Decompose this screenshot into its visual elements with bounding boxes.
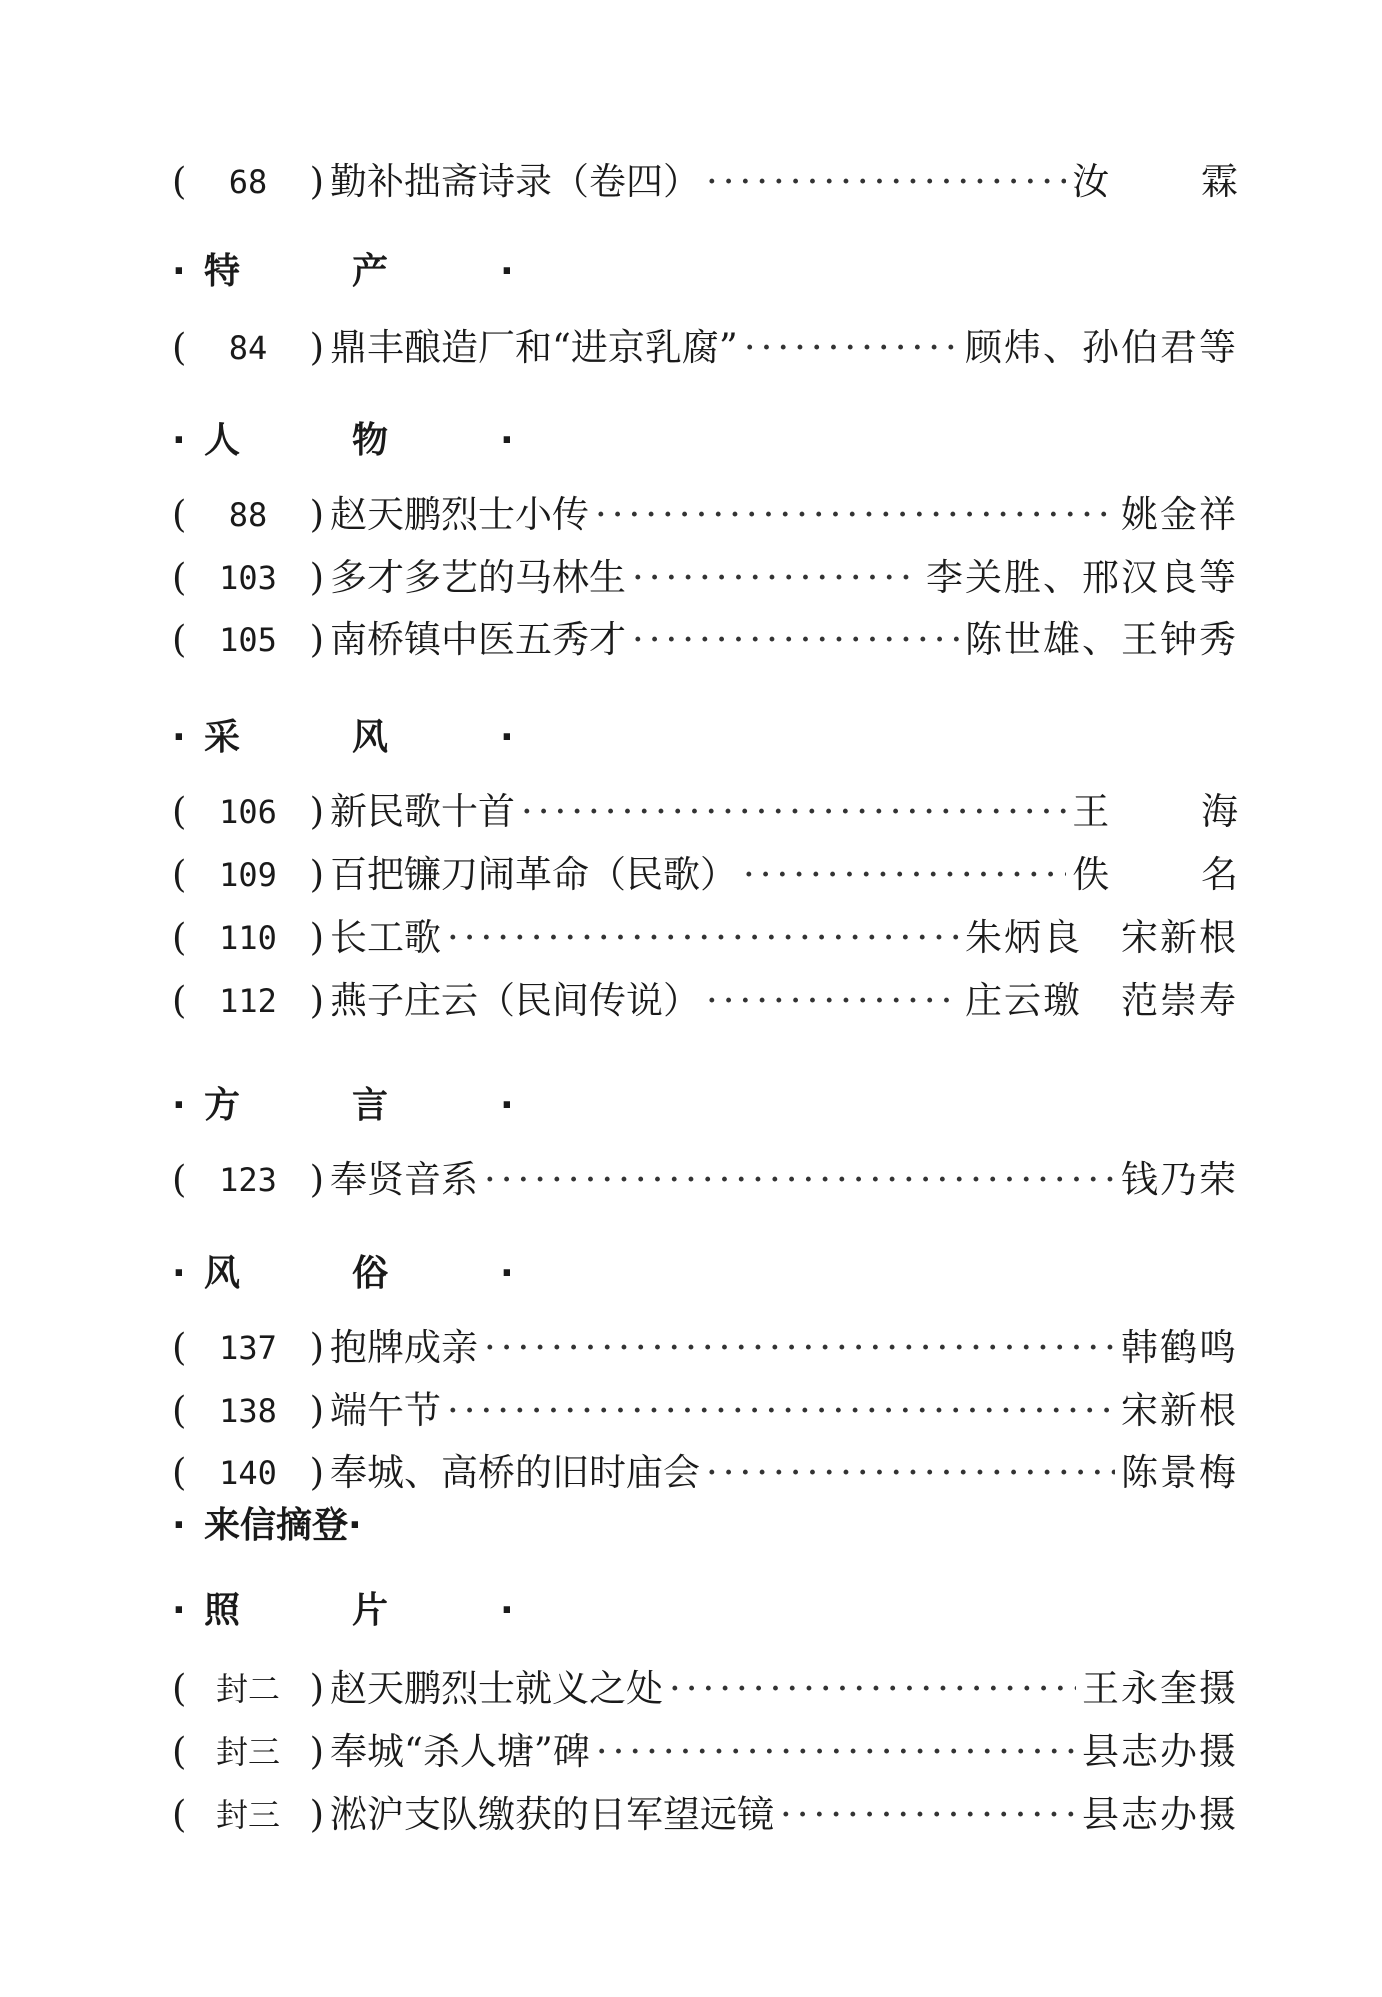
section-name: 特产 xyxy=(204,251,501,292)
paren-open: ( xyxy=(172,1389,187,1432)
entry-author: 顾炜、孙伯君等 xyxy=(965,326,1238,369)
dot-leader xyxy=(595,487,1115,543)
page-number: 68 xyxy=(228,163,268,201)
section-bullet: · xyxy=(172,420,186,461)
toc-entry xyxy=(172,784,1278,840)
page-number: 137 xyxy=(219,1329,277,1367)
section-heading xyxy=(172,413,872,469)
page-ref xyxy=(172,784,324,840)
page-ref xyxy=(172,910,324,966)
entry-title: 长工歌 xyxy=(330,916,441,959)
toc-entry xyxy=(172,1320,1238,1376)
entry-author: 宋新根 xyxy=(1121,1389,1238,1432)
paren-close: ) xyxy=(309,1158,324,1201)
page-number: 84 xyxy=(228,329,268,367)
entry-author: 王 海 xyxy=(1072,790,1278,833)
toc-entry xyxy=(172,1152,1238,1208)
section-bullet-end: · xyxy=(500,251,514,292)
entry-author: 朱炳良 宋新根 xyxy=(965,916,1238,959)
section-name: 风俗 xyxy=(204,1253,501,1294)
entry-title: 奉城“杀人塘”碑 xyxy=(330,1730,590,1773)
page-number: 138 xyxy=(219,1392,277,1430)
paren-close: ) xyxy=(309,326,324,369)
entry-title: 淞沪支队缴获的日军望远镜 xyxy=(330,1793,774,1836)
page-ref xyxy=(172,487,324,543)
paren-close: ) xyxy=(309,979,324,1022)
page-ref xyxy=(172,320,324,376)
page-number: 封三 xyxy=(215,1796,280,1834)
entry-title: 百把镰刀闹革命（民歌） xyxy=(330,853,737,896)
page-ref xyxy=(172,550,324,606)
entry-title: 鼎丰酿造厂和“进京乳腐” xyxy=(330,326,738,369)
page-ref xyxy=(172,1661,324,1717)
page-number: 88 xyxy=(228,496,268,534)
paren-open: ( xyxy=(172,853,187,896)
section-heading xyxy=(172,1498,872,1554)
dot-leader xyxy=(484,1320,1115,1376)
paren-open: ( xyxy=(172,1326,187,1369)
section-bullet: · xyxy=(172,717,186,758)
entry-title: 端午节 xyxy=(330,1389,441,1432)
entry-author: 李关胜、邢汉良等 xyxy=(926,556,1238,599)
page-number: 封二 xyxy=(215,1670,280,1708)
entry-author: 佚 名 xyxy=(1072,853,1278,896)
dot-leader xyxy=(669,1661,1076,1717)
section-bullet: · xyxy=(172,1253,186,1294)
entry-author: 庄云璬 范崇寿 xyxy=(965,979,1238,1022)
paren-close: ) xyxy=(309,1730,324,1773)
section-heading xyxy=(172,1246,872,1302)
section-bullet: · xyxy=(172,251,186,292)
entry-author: 陈景梅 xyxy=(1121,1451,1238,1494)
paren-close: ) xyxy=(309,1326,324,1369)
entry-title: 赵天鹏烈士就义之处 xyxy=(330,1667,663,1710)
entry-author: 钱乃荣 xyxy=(1121,1158,1238,1201)
toc-entry xyxy=(172,1787,1238,1843)
section-name: 来信摘登 xyxy=(204,1505,349,1546)
toc-entry xyxy=(172,1383,1238,1439)
paren-open: ( xyxy=(172,916,187,959)
paren-open: ( xyxy=(172,1730,187,1773)
toc-entry xyxy=(172,1445,1238,1501)
paren-close: ) xyxy=(309,618,324,661)
section-name: 采风 xyxy=(204,717,501,758)
section-bullet: · xyxy=(172,1505,186,1546)
paren-close: ) xyxy=(309,790,324,833)
paren-open: ( xyxy=(172,556,187,599)
dot-leader xyxy=(521,784,1066,840)
paren-close: ) xyxy=(309,1451,324,1494)
toc-entry xyxy=(172,910,1238,966)
toc-entry xyxy=(172,847,1278,903)
paren-open: ( xyxy=(172,618,187,661)
paren-open: ( xyxy=(172,326,187,369)
page-number: 112 xyxy=(219,982,277,1020)
entry-title: 燕子庄云（民间传说） xyxy=(330,979,700,1022)
page-number: 封三 xyxy=(215,1733,280,1771)
toc-entry xyxy=(172,320,1238,376)
paren-open: ( xyxy=(172,160,187,203)
page-ref xyxy=(172,1787,324,1843)
paren-close: ) xyxy=(309,556,324,599)
paren-open: ( xyxy=(172,1793,187,1836)
page-number: 106 xyxy=(219,793,277,831)
section-heading xyxy=(172,1078,872,1134)
paren-open: ( xyxy=(172,790,187,833)
dot-leader xyxy=(484,1152,1115,1208)
toc-entry xyxy=(172,487,1238,543)
section-bullet-end: · xyxy=(500,420,514,461)
paren-close: ) xyxy=(309,1389,324,1432)
dot-leader xyxy=(447,1383,1115,1439)
page-ref xyxy=(172,1383,324,1439)
section-heading xyxy=(172,1583,872,1639)
toc-entry xyxy=(172,1724,1238,1780)
dot-leader xyxy=(447,910,959,966)
toc-entry xyxy=(172,973,1238,1029)
section-bullet: · xyxy=(172,1590,186,1631)
toc-entry xyxy=(172,612,1238,668)
section-bullet-end: · xyxy=(500,1590,514,1631)
paren-open: ( xyxy=(172,1451,187,1494)
dot-leader xyxy=(743,847,1066,903)
entry-author: 韩鹤鸣 xyxy=(1121,1326,1238,1369)
paren-open: ( xyxy=(172,1667,187,1710)
entry-title: 新民歌十首 xyxy=(330,790,515,833)
section-name: 照片 xyxy=(204,1590,501,1631)
section-heading xyxy=(172,244,872,300)
entry-author: 陈世雄、王钟秀 xyxy=(965,618,1238,661)
section-bullet-end: · xyxy=(348,1505,362,1546)
page-ref xyxy=(172,1724,324,1780)
dot-leader xyxy=(780,1787,1076,1843)
page-number: 105 xyxy=(219,621,277,659)
page-ref xyxy=(172,1152,324,1208)
dot-leader xyxy=(632,612,959,668)
section-heading xyxy=(172,710,872,766)
entry-title: 奉贤音系 xyxy=(330,1158,478,1201)
entry-author: 县志办摄 xyxy=(1082,1730,1238,1773)
entry-title: 南桥镇中医五秀才 xyxy=(330,618,626,661)
section-bullet-end: · xyxy=(500,1253,514,1294)
entry-title: 勤补拙斋诗录（卷四） xyxy=(330,160,700,203)
entry-author: 汝 霖 xyxy=(1072,160,1278,203)
page-ref xyxy=(172,1445,324,1501)
dot-leader xyxy=(596,1724,1076,1780)
page-ref xyxy=(172,847,324,903)
page-number: 109 xyxy=(219,856,277,894)
paren-close: ) xyxy=(309,853,324,896)
paren-open: ( xyxy=(172,1158,187,1201)
page-number: 140 xyxy=(219,1454,277,1492)
section-bullet-end: · xyxy=(500,1085,514,1126)
page-ref xyxy=(172,973,324,1029)
toc-entry xyxy=(172,550,1238,606)
page-number: 103 xyxy=(219,559,277,597)
paren-close: ) xyxy=(309,1793,324,1836)
section-name: 人物 xyxy=(204,420,501,461)
page-ref xyxy=(172,612,324,668)
page-number: 123 xyxy=(219,1161,277,1199)
entry-title: 赵天鹏烈士小传 xyxy=(330,493,589,536)
dot-leader xyxy=(706,973,959,1029)
dot-leader xyxy=(744,320,959,376)
paren-close: ) xyxy=(309,160,324,203)
section-name: 方言 xyxy=(204,1085,501,1126)
paren-close: ) xyxy=(309,916,324,959)
toc-entry xyxy=(172,1661,1238,1717)
section-bullet: · xyxy=(172,1085,186,1126)
entry-author: 王永奎摄 xyxy=(1082,1667,1238,1710)
section-bullet-end: · xyxy=(500,717,514,758)
entry-title: 抱牌成亲 xyxy=(330,1326,478,1369)
dot-leader xyxy=(632,550,920,606)
dot-leader xyxy=(706,154,1066,210)
page-number: 110 xyxy=(219,919,277,957)
entry-author: 县志办摄 xyxy=(1082,1793,1238,1836)
paren-open: ( xyxy=(172,979,187,1022)
paren-close: ) xyxy=(309,1667,324,1710)
entry-author: 姚金祥 xyxy=(1121,493,1238,536)
toc-entry xyxy=(172,154,1278,210)
entry-title: 多才多艺的马林生 xyxy=(330,556,626,599)
dot-leader xyxy=(706,1445,1115,1501)
page-ref xyxy=(172,154,324,210)
entry-title: 奉城、高桥的旧时庙会 xyxy=(330,1451,700,1494)
paren-close: ) xyxy=(309,493,324,536)
page-ref xyxy=(172,1320,324,1376)
paren-open: ( xyxy=(172,493,187,536)
